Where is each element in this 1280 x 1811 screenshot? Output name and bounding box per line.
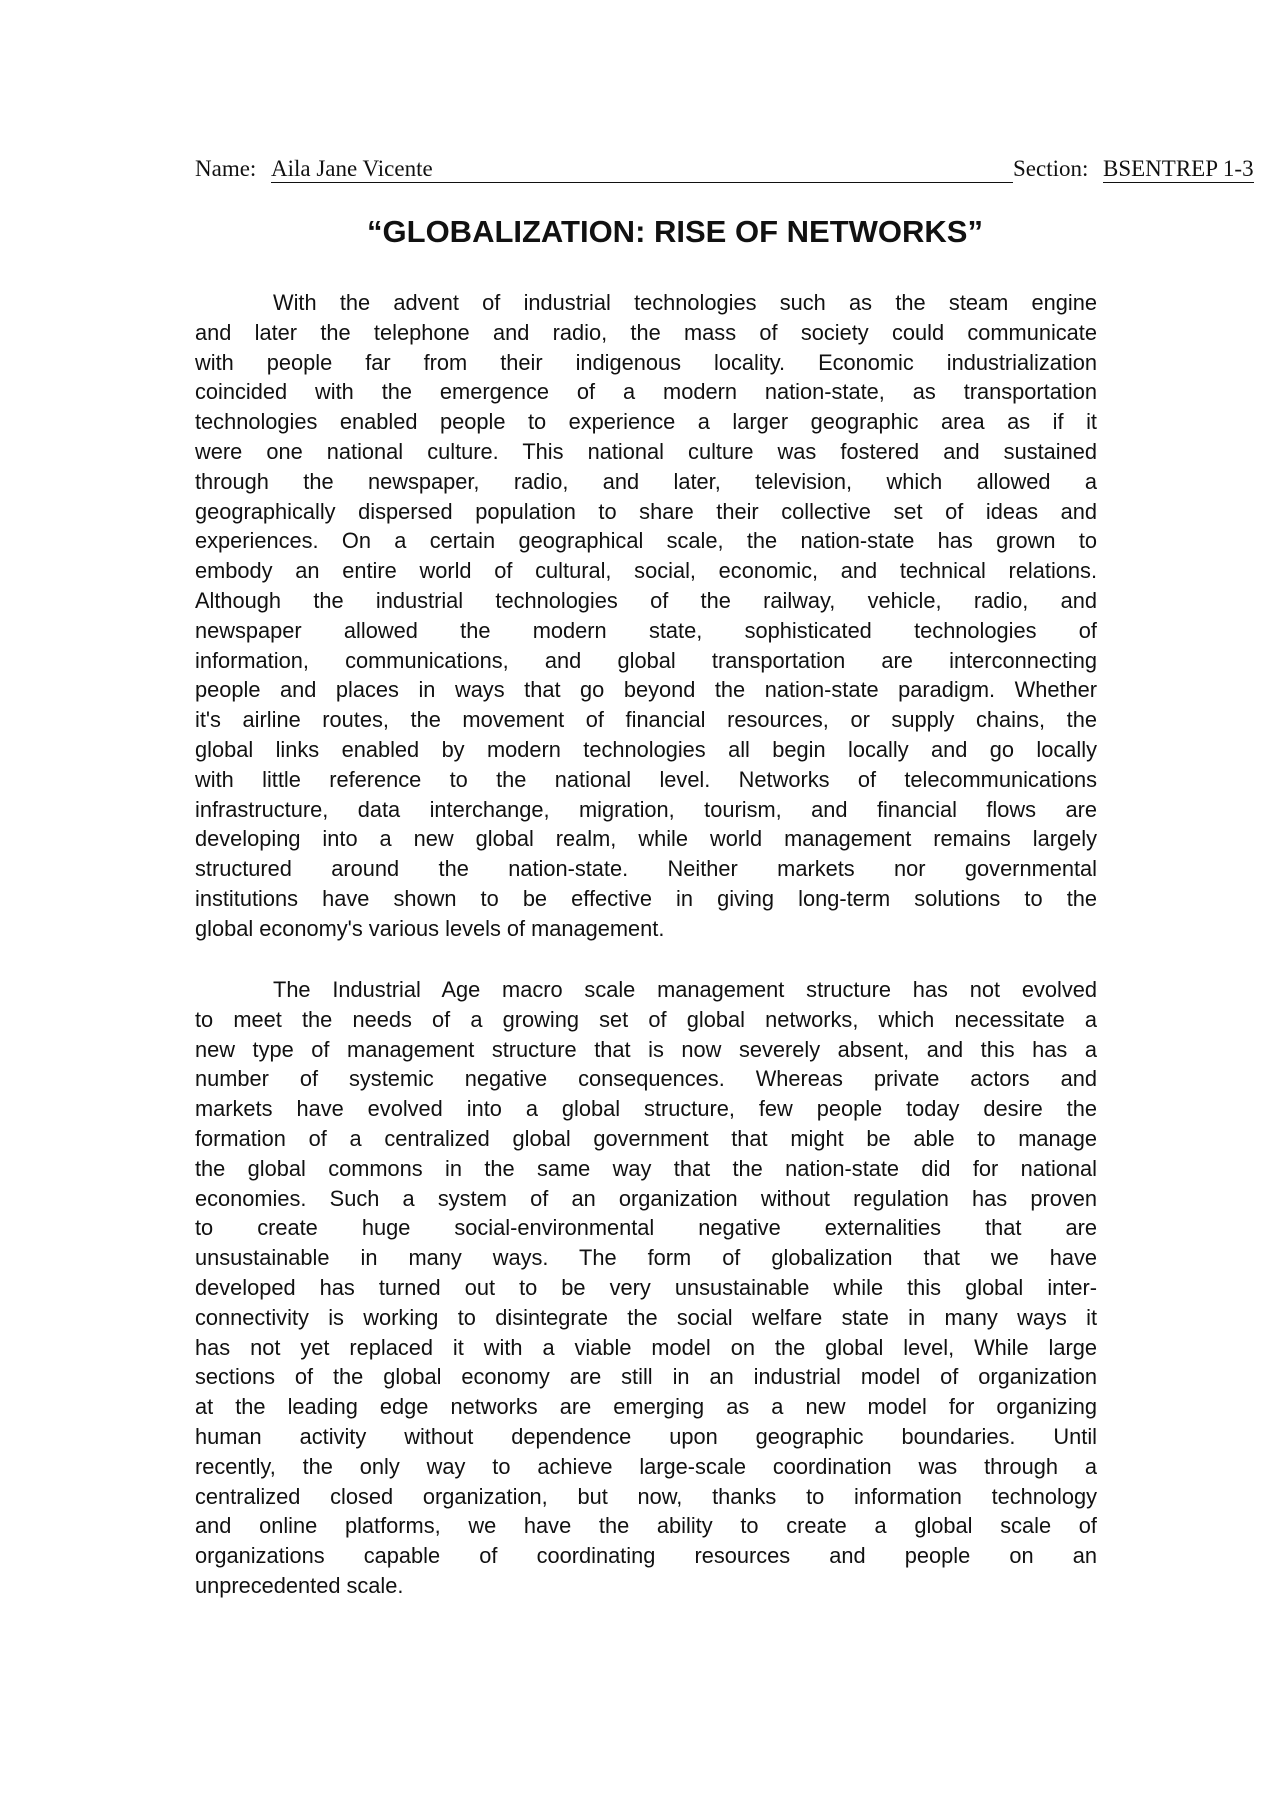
text-line: economies. Such a system of an organization without regulation has proven bbox=[195, 1185, 1097, 1211]
text-line: global links enabled by modern technologies all begin locally and go locally bbox=[195, 736, 1097, 762]
text-line: with people far from their indigenous locality. Economic industrialization bbox=[195, 349, 1097, 375]
text-line: technologies enabled people to experience a larger geographic area as if it bbox=[195, 409, 1097, 435]
text-line: global economy's various levels of management. bbox=[195, 915, 665, 941]
text-line: at the leading edge networks are emerging as a new model for organizing bbox=[195, 1394, 1097, 1420]
text-line: newspaper allowed the modern state, sophisticated technologies of bbox=[195, 617, 1097, 643]
name-label: Name: bbox=[195, 156, 257, 181]
text-line: unprecedented scale. bbox=[195, 1572, 404, 1598]
name-value: Aila Jane Vicente bbox=[271, 156, 1013, 183]
text-line: new type of management structure that is now severely absent, and this has a bbox=[195, 1036, 1097, 1062]
text-line: people and places in ways that go beyond the nation-state paradigm. Whether bbox=[195, 677, 1097, 703]
text-line: the global commons in the same way that the nation-state did for national bbox=[195, 1155, 1097, 1181]
text-line: information, communications, and global transportation are interconnecting bbox=[195, 647, 1097, 673]
text-line: centralized closed organization, but now, thanks to information technology bbox=[195, 1483, 1097, 1509]
document-title: “GLOBALIZATION: RISE OF NETWORKS” bbox=[367, 214, 983, 249]
text-line: through the newspaper, radio, and later, television, which allowed a bbox=[195, 468, 1097, 494]
text-line: markets have evolved into a global structure, few people today desire the bbox=[195, 1096, 1097, 1122]
section-label: Section: bbox=[1013, 156, 1089, 181]
text-line: sections of the global economy are still in an industrial model of organization bbox=[195, 1364, 1097, 1390]
text-line: infrastructure, data interchange, migration, tourism, and financial flows are bbox=[195, 796, 1097, 822]
text-line: unsustainable in many ways. The form of globalization that we have bbox=[195, 1245, 1097, 1271]
text-line: structured around the nation-state. Neither markets nor governmental bbox=[195, 856, 1097, 882]
text-line: and online platforms, we have the ability to create a global scale of bbox=[195, 1513, 1097, 1539]
section-value: BSENTREP 1-3 bbox=[1103, 156, 1254, 181]
text-line: developing into a new global realm, while world management remains largely bbox=[195, 826, 1097, 852]
document-header bbox=[195, 156, 1254, 188]
text-line: to create huge social-environmental negative externalities that are bbox=[195, 1215, 1097, 1241]
text-line: Although the industrial technologies of the railway, vehicle, radio, and bbox=[195, 587, 1097, 613]
text-line: has not yet replaced it with a viable model on the global level, While large bbox=[195, 1334, 1097, 1360]
text-line: recently, the only way to achieve large-scale coordination was through a bbox=[195, 1453, 1097, 1479]
text-line: organizations capable of coordinating resources and people on an bbox=[195, 1543, 1097, 1569]
text-line: with little reference to the national level. Networks of telecommunications bbox=[195, 766, 1097, 792]
text-line: experiences. On a certain geographical scale, the nation-state has grown to bbox=[195, 528, 1097, 554]
text-line: formation of a centralized global government that might be able to manage bbox=[195, 1125, 1097, 1151]
text-line: and later the telephone and radio, the mass of society could communicate bbox=[195, 319, 1097, 345]
text-line: were one national culture. This national culture was fostered and sustained bbox=[195, 438, 1097, 464]
paragraph-1 bbox=[195, 288, 1097, 944]
text-line: With the advent of industrial technologies such as the steam engine bbox=[273, 290, 1097, 315]
text-line: coincided with the emergence of a modern nation-state, as transportation bbox=[195, 379, 1097, 405]
text-line: to meet the needs of a growing set of global networks, which necessitate a bbox=[195, 1006, 1097, 1032]
text-line: geographically dispersed population to share their collective set of ideas and bbox=[195, 498, 1097, 524]
text-line: it's airline routes, the movement of financial resources, or supply chains, the bbox=[195, 707, 1097, 733]
text-line: embody an entire world of cultural, social, economic, and technical relations. bbox=[195, 558, 1097, 584]
text-line: The Industrial Age macro scale management structure has not evolved bbox=[273, 977, 1097, 1002]
text-line: institutions have shown to be effective in giving long-term solutions to the bbox=[195, 885, 1097, 911]
text-line: connectivity is working to disintegrate the social welfare state in many ways it bbox=[195, 1304, 1097, 1330]
paragraph-2 bbox=[195, 975, 1097, 1601]
text-line: human activity without dependence upon geographic boundaries. Until bbox=[195, 1423, 1097, 1449]
text-line: number of systemic negative consequences. Whereas private actors and bbox=[195, 1066, 1097, 1092]
text-line: developed has turned out to be very unsustainable while this global inter- bbox=[195, 1274, 1097, 1300]
